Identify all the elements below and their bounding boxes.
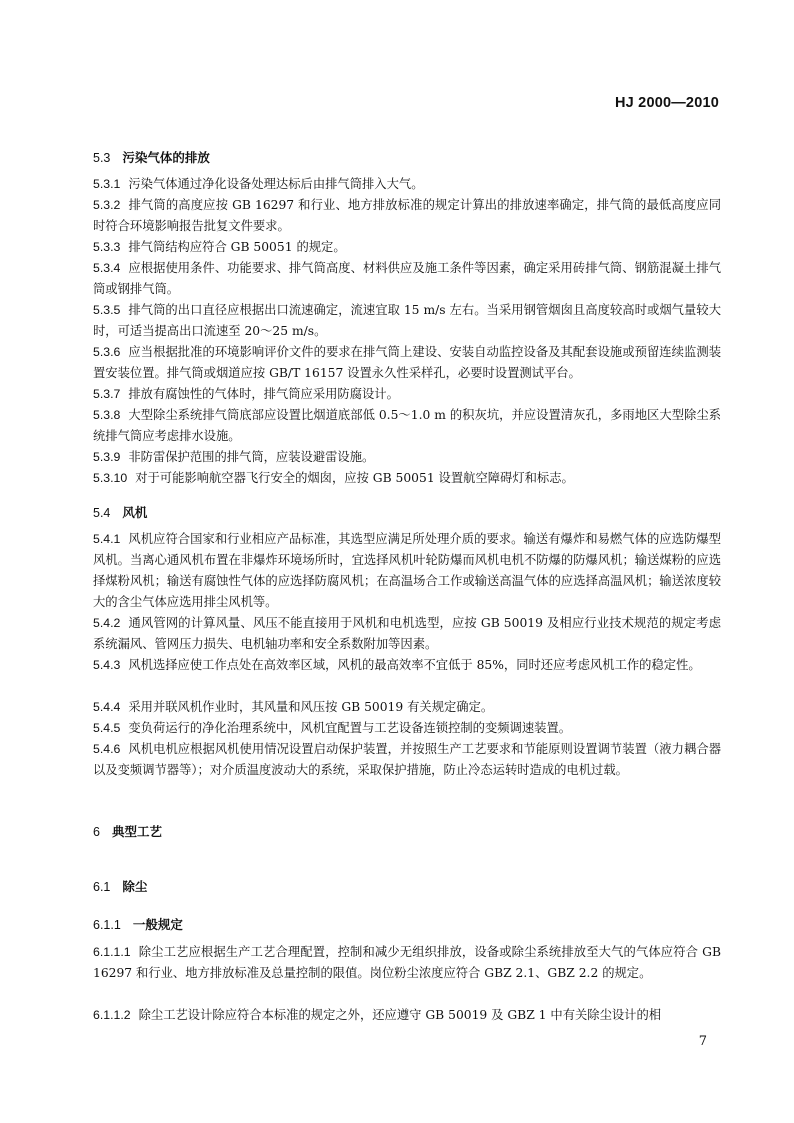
clause-number: 5.3.8 — [93, 408, 121, 422]
section-heading-5-4 — [93, 503, 147, 521]
section-number: 6.1 — [93, 880, 111, 894]
page-number: 7 — [698, 1034, 707, 1049]
clause-text: 除尘工艺应根据生产工艺合理配置，控制和减少无组织排放，设备或除尘系统排放至大气的气体应符合 GB 16297 和行业、地方排放标准及总量控制的限值。岗位粉尘浓度应符合 GBZ 2.1、GBZ 2.2 的规定。 — [93, 945, 721, 980]
clause-5-4-3 — [93, 655, 721, 676]
clause-text: 污染气体通过净化设备处理达标后由排气筒排入大气。 — [128, 177, 424, 191]
clause-5-4-1 — [93, 529, 721, 613]
clause-5-3-3 — [93, 237, 721, 258]
page-header: HJ 2000—2010 — [615, 95, 719, 111]
clause-text: 对于可能影响航空器飞行安全的烟囱，应按 GB 50051 设置航空障碍灯和标志。 — [135, 471, 574, 485]
clause-number: 5.4.6 — [93, 742, 121, 756]
section-number: 5.4 — [93, 506, 111, 520]
clause-text: 除尘工艺设计除应符合本标准的规定之外，还应遵守 GB 50019 及 GBZ 1 中有关除尘设计的相 — [138, 1008, 662, 1022]
clause-text: 风机电机应根据风机使用情况设置启动保护装置，并按照生产工艺要求和节能原则设置调节装置（液力耦合器以及变频调节器等）；对介质温度波动大的系统，采取保护措施，防止冷态运转时造成的电机过载。 — [93, 742, 721, 777]
clause-number: 5.4.4 — [93, 700, 121, 714]
clause-5-3-6 — [93, 342, 721, 384]
clause-6-1-1-1 — [93, 942, 721, 984]
clause-number: 5.3.5 — [93, 303, 121, 317]
section-number: 5.3 — [93, 151, 111, 165]
clause-text: 采用并联风机作业时，其风量和风压按 GB 50019 有关规定确定。 — [128, 700, 494, 714]
clause-5-4-2 — [93, 613, 721, 655]
section-title: 一般规定 — [132, 918, 183, 932]
section-title: 典型工艺 — [111, 825, 162, 839]
section-heading-5-3 — [93, 148, 210, 166]
clause-5-4-4 — [93, 697, 721, 718]
clause-5-4-6 — [93, 739, 721, 781]
clause-text: 应根据使用条件、功能要求、排气筒高度、材料供应及施工条件等因素，确定采用砖排气筒、钢筋混凝土排气筒或钢排气筒。 — [93, 261, 721, 296]
clause-text: 风机选择应使工作点处在高效率区域，风机的最高效率不宜低于 85%，同时还应考虑风机工作的稳定性。 — [128, 658, 701, 672]
section-number: 6 — [93, 825, 100, 839]
section-heading-6 — [93, 822, 162, 840]
clause-number: 6.1.1.2 — [93, 1008, 131, 1022]
clause-5-3-8 — [93, 405, 721, 447]
clause-5-4-5 — [93, 718, 721, 739]
section-title: 风机 — [122, 506, 148, 520]
clause-number: 5.3.10 — [93, 471, 128, 485]
clause-number: 5.4.3 — [93, 658, 121, 672]
clause-number: 5.3.2 — [93, 198, 121, 212]
section-title: 污染气体的排放 — [122, 151, 210, 165]
clause-text: 大型除尘系统排气筒底部应设置比烟道底部低 0.5～1.0 m 的积灰坑，并应设置清灰孔，多雨地区大型除尘系统排气筒应考虑排水设施。 — [93, 408, 721, 443]
clause-number: 5.3.3 — [93, 240, 121, 254]
clause-number: 5.4.1 — [93, 532, 121, 546]
clause-5-3-4 — [93, 258, 721, 300]
clause-number: 5.3.7 — [93, 387, 121, 401]
clause-5-3-10 — [93, 468, 721, 489]
section-heading-6-1-1 — [93, 915, 183, 933]
clause-text: 排气筒的高度应按 GB 16297 和行业、地方排放标准的规定计算出的排放速率确定，排气筒的最低高度应同时符合环境影响报告批复文件要求。 — [93, 198, 721, 233]
clause-text: 通风管网的计算风量、风压不能直接用于风机和电机选型，应按 GB 50019 及相应行业技术规范的规定考虑系统漏风、管网压力损失、电机轴功率和安全系数附加等因素。 — [93, 616, 721, 651]
clause-text: 风机应符合国家和行业相应产品标准，其选型应满足所处理介质的要求。输送有爆炸和易燃气体的应选防爆型风机。当离心通风机布置在非爆炸环境场所时，宜选择风机叶轮防爆而风机电机不防爆的防爆风机；输送煤粉的应选择煤粉风机；输送有腐蚀性气体的应选择防腐风机；在高温场合工作或输送高温气体的应选择高温风机；输送浓度较大的含尘气体应选用排尘风机等。 — [93, 532, 721, 609]
clause-number: 5.3.9 — [93, 450, 121, 464]
clause-5-3-7 — [93, 384, 721, 405]
clause-text: 排气筒的出口直径应根据出口流速确定，流速宜取 15 m/s 左右。当采用钢管烟囱且高度较高时或烟气量较大时，可适当提高出口流速至 20～25 m/s。 — [93, 303, 721, 338]
section-title: 除尘 — [122, 880, 148, 894]
clause-text: 应当根据批准的环境影响评价文件的要求在排气筒上建设、安装自动监控设备及其配套设施或预留连续监测装置安装位置。排气筒或烟道应按 GB/T 16157 设置永久性采样孔，必要时设置测试平台。 — [93, 345, 721, 380]
section-heading-6-1 — [93, 877, 147, 895]
clause-number: 5.4.2 — [93, 616, 121, 630]
clause-number: 5.4.5 — [93, 721, 121, 735]
clause-number: 5.3.4 — [93, 261, 121, 275]
clause-text: 排放有腐蚀性的气体时，排气筒应采用防腐设计。 — [128, 387, 399, 401]
clause-text: 排气筒结构应符合 GB 50051 的规定。 — [128, 240, 346, 254]
clause-5-3-1 — [93, 174, 721, 195]
clause-6-1-1-2 — [93, 1005, 721, 1026]
clause-number: 5.3.1 — [93, 177, 121, 191]
clause-number: 6.1.1.1 — [93, 945, 131, 959]
clause-number: 5.3.6 — [93, 345, 121, 359]
clause-text: 变负荷运行的净化治理系统中，风机宜配置与工艺设备连锁控制的变频调速装置。 — [128, 721, 572, 735]
clause-5-3-9 — [93, 447, 721, 468]
clause-5-3-5 — [93, 300, 721, 342]
section-number: 6.1.1 — [93, 918, 121, 932]
clause-text: 非防雷保护范围的排气筒，应装设避雷设施。 — [128, 450, 375, 464]
clause-5-3-2 — [93, 195, 721, 237]
